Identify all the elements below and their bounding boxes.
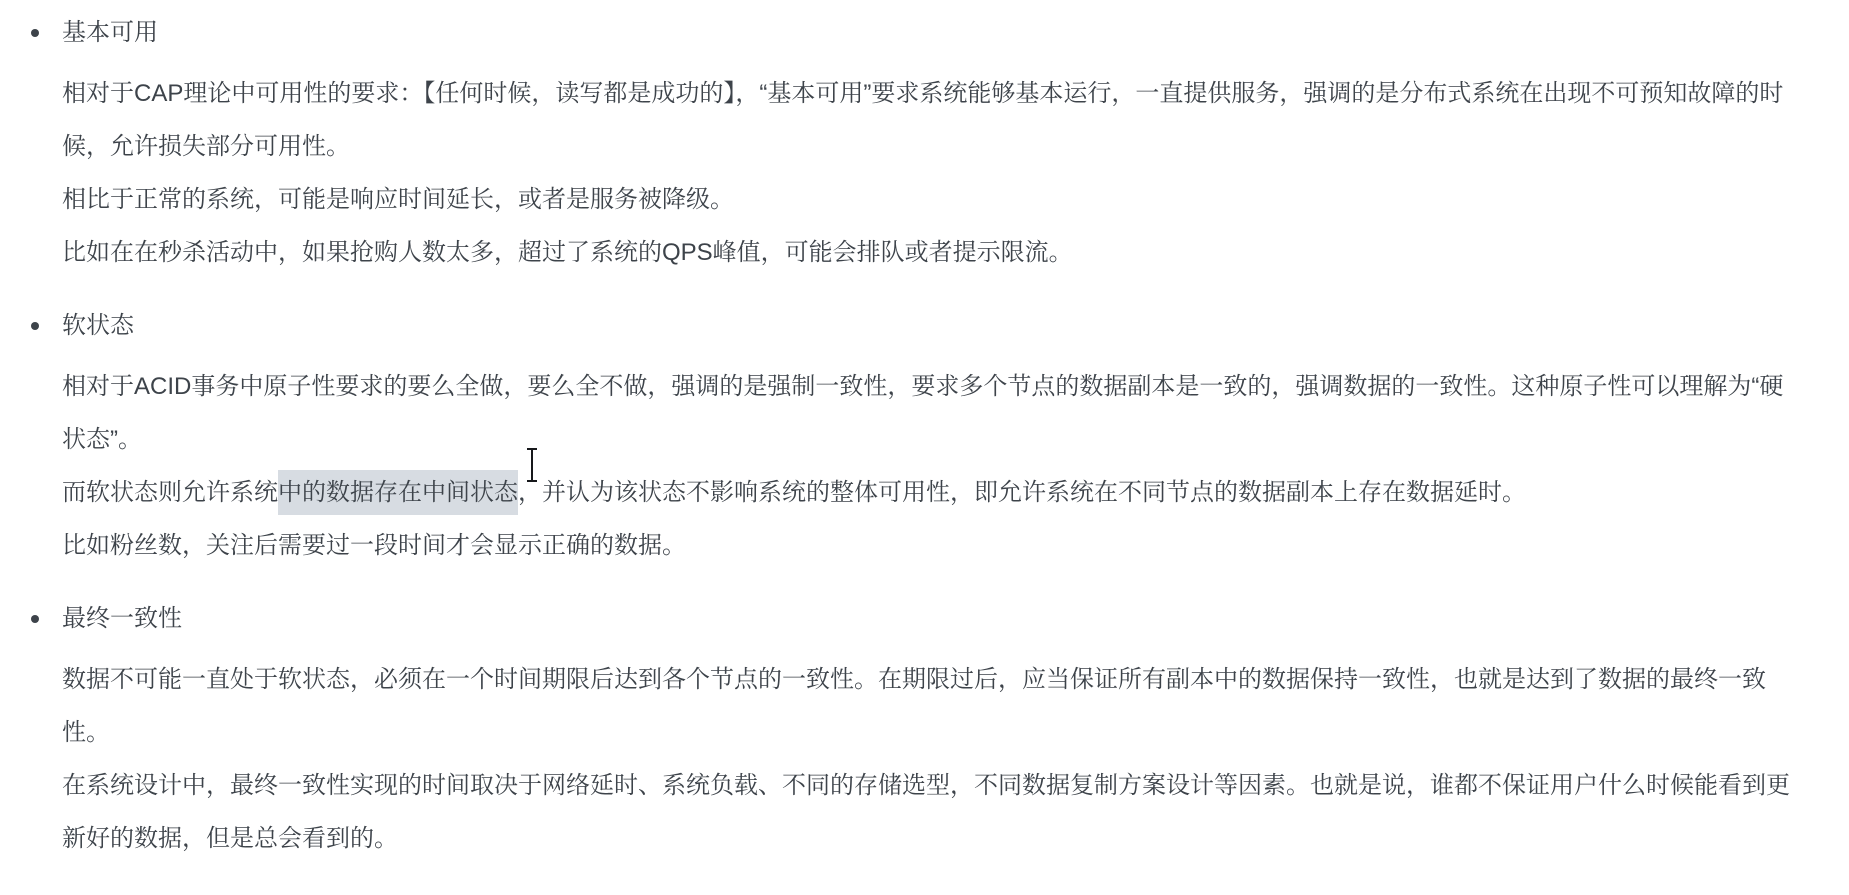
paragraph[interactable]: 相比于正常的系统，可能是响应时间延长，或者是服务被降级。 [62, 186, 734, 213]
list-item-basically-available [62, 6, 1791, 279]
paragraph[interactable]: 相对于CAP理论中可用性的要求：【任何时候，读写都是成功的】，“基本可用”要求系统能够基本运行，一直提供服务，强调的是分布式系统在出现不可预知故障的时候，允许损失部分可用性。 [62, 80, 1784, 160]
list-item-title-text: 最终一致性 [62, 605, 182, 632]
bullet-dot-icon [31, 29, 39, 37]
list-item-title-text: 软状态 [62, 312, 134, 339]
text-before-selection[interactable]: 而软状态则允许系统 [62, 479, 278, 506]
list-item-title-text: 基本可用 [62, 19, 158, 46]
selected-text[interactable]: 中的数据存在中间状态 [278, 470, 518, 515]
bullet-list [62, 6, 1791, 865]
list-item-soft-state [62, 299, 1791, 572]
paragraph[interactable]: 在系统设计中，最终一致性实现的时间取决于网络延时、系统负载、不同的存储选型，不同数据复制方案设计等因素。也就是说，谁都不保证用户什么时候能看到更新好的数据，但是总会看到的。 [62, 772, 1790, 852]
paragraph-with-selection[interactable] [62, 466, 1791, 519]
bullet-dot-icon [31, 615, 39, 623]
list-item-title[interactable] [62, 592, 1791, 645]
paragraph[interactable]: 比如在在秒杀活动中，如果抢购人数太多，超过了系统的QPS峰值，可能会排队或者提示限流。 [62, 239, 1073, 266]
paragraph[interactable]: 相对于ACID事务中原子性要求的要么全做，要么全不做，强调的是强制一致性，要求多个节点的数据副本是一致的，强调数据的一致性。这种原子性可以理解为“硬状态”。 [62, 373, 1784, 453]
paragraph[interactable]: 数据不可能一直处于软状态，必须在一个时间期限后达到各个节点的一致性。在期限过后，应当保证所有副本中的数据保持一致性，也就是达到了数据的最终一致性。 [62, 666, 1766, 746]
bullet-dot-icon [31, 322, 39, 330]
paragraph[interactable]: 比如粉丝数，关注后需要过一段时间才会显示正确的数据。 [62, 532, 686, 559]
list-item-title[interactable] [62, 299, 1791, 352]
text-after-selection[interactable]: ，并认为该状态不影响系统的整体可用性，即允许系统在不同节点的数据副本上存在数据延时。 [518, 479, 1526, 506]
list-item-title[interactable] [62, 6, 1791, 59]
list-item-eventual-consistency [62, 592, 1791, 865]
